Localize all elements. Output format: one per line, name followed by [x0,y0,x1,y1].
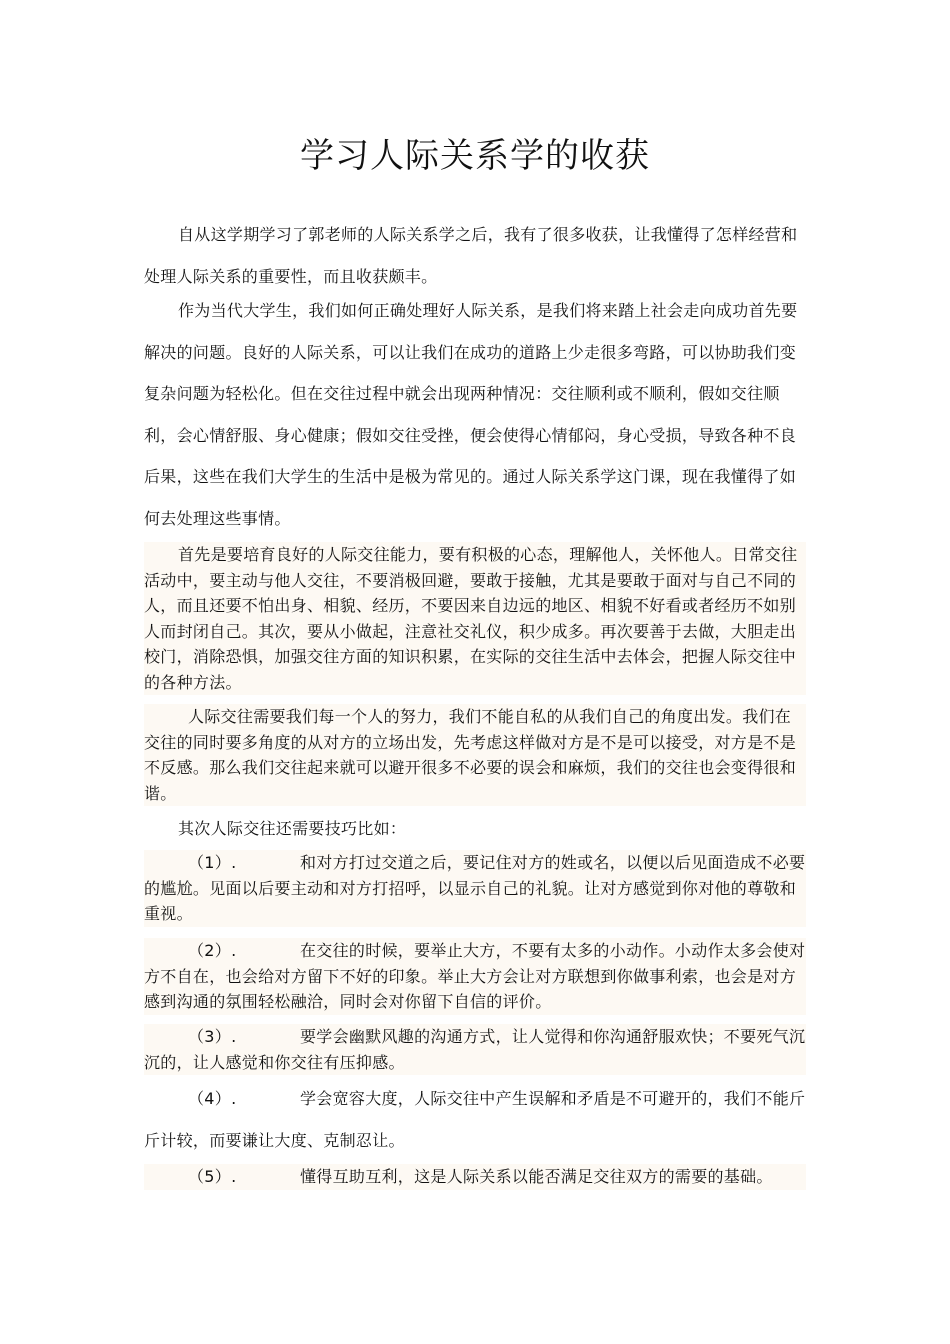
list-item-number: （3）. [188,1027,237,1046]
list-item-2 [144,938,806,1015]
paragraph-intro: 自从这学期学习了郭老师的人际关系学之后，我有了很多收获，让我懂得了怎样经营和处理人际关系的重要性，而且收获颇丰。 [144,225,798,286]
list-item-number: （4）. [188,1089,237,1108]
paragraph-ability: 首先是要培育良好的人际交往能力，要有积极的心态，理解他人，关怀他人。日常交往活动中，要主动与他人交往，不要消极回避，要敢于接触，尤其是要敢于面对与自己不同的人，而且还要不怕出身、相貌、经历，不要因来自边远的地区、相貌不好看或者经历不如别人而封闭自己。其次，要从小做起，注意社交礼仪，积少成多。再次要善于去做，大胆走出校门，消除恐惧，加强交往方面的知识积累，在实际的交往生活中去体会，把握人际交往中的各种方法。 [144,542,806,695]
list-item-number: （5）. [188,1167,237,1186]
list-item-text: 要学会幽默风趣的沟通方式，让人觉得和你沟通舒服欢快；不要死气沉沉的，让人感觉和你交往有压抑感。 [144,1027,806,1072]
list-item-text: 在交往的时候，要举止大方，不要有太多的小动作。小动作太多会使对方不自在，也会给对方留下不好的印象。举止大方会让对方联想到你做事利索，也会是对方感到沟通的氛围轻松融洽，同时会对你留下自信的评价。 [144,941,806,1011]
list-item-4 [144,1078,806,1161]
paragraph-importance: 作为当代大学生，我们如何正确处理好人际关系，是我们将来踏上社会走向成功首先要解决的问题。良好的人际关系，可以让我们在成功的道路上少走很多弯路，可以协助我们变复杂问题为轻松化。但在交往过程中就会出现两种情况：交往顺利或不顺利，假如交往顺利，会心情舒服、身心健康；假如交往受挫，便会使得心情郁闷，身心受损，导致各种不良后果，这些在我们大学生的生活中是极为常见的。通过人际关系学这门课，现在我懂得了如何去处理这些事情。 [144,301,798,528]
list-item-number: （1）. [188,853,237,872]
list-item-number: （2）. [188,941,237,960]
list-item-5 [144,1164,806,1190]
list-item-3 [144,1024,806,1075]
paragraph-skills-intro: 其次人际交往还需要技巧比如： [178,819,407,838]
list-item-text: 学会宽容大度，人际交往中产生误解和矛盾是不可避开的，我们不能斤斤计较，而要谦让大度、克制忍让。 [144,1089,806,1150]
list-item-text: 和对方打过交道之后，要记住对方的姓或名，以便以后见面造成不必要的尴尬。见面以后要主动和对方打招呼，以显示自己的礼貌。让对方感觉到你对他的尊敬和重视。 [144,853,806,923]
list-item-text: 懂得互助互利，这是人际关系以能否满足交往双方的需要的基础。 [300,1167,773,1186]
paragraph-effort: 人际交往需要我们每一个人的努力，我们不能自私的从我们自己的角度出发。我们在交往的同时要多角度的从对方的立场出发，先考虑这样做对方是不是可以接受，对方是不是不反感。那么我们交往起来就可以避开很多不必要的误会和麻烦，我们的交往也会变得很和谐。 [144,704,806,806]
list-item-1 [144,850,806,927]
document-title: 学习人际关系学的收获 [300,136,650,176]
